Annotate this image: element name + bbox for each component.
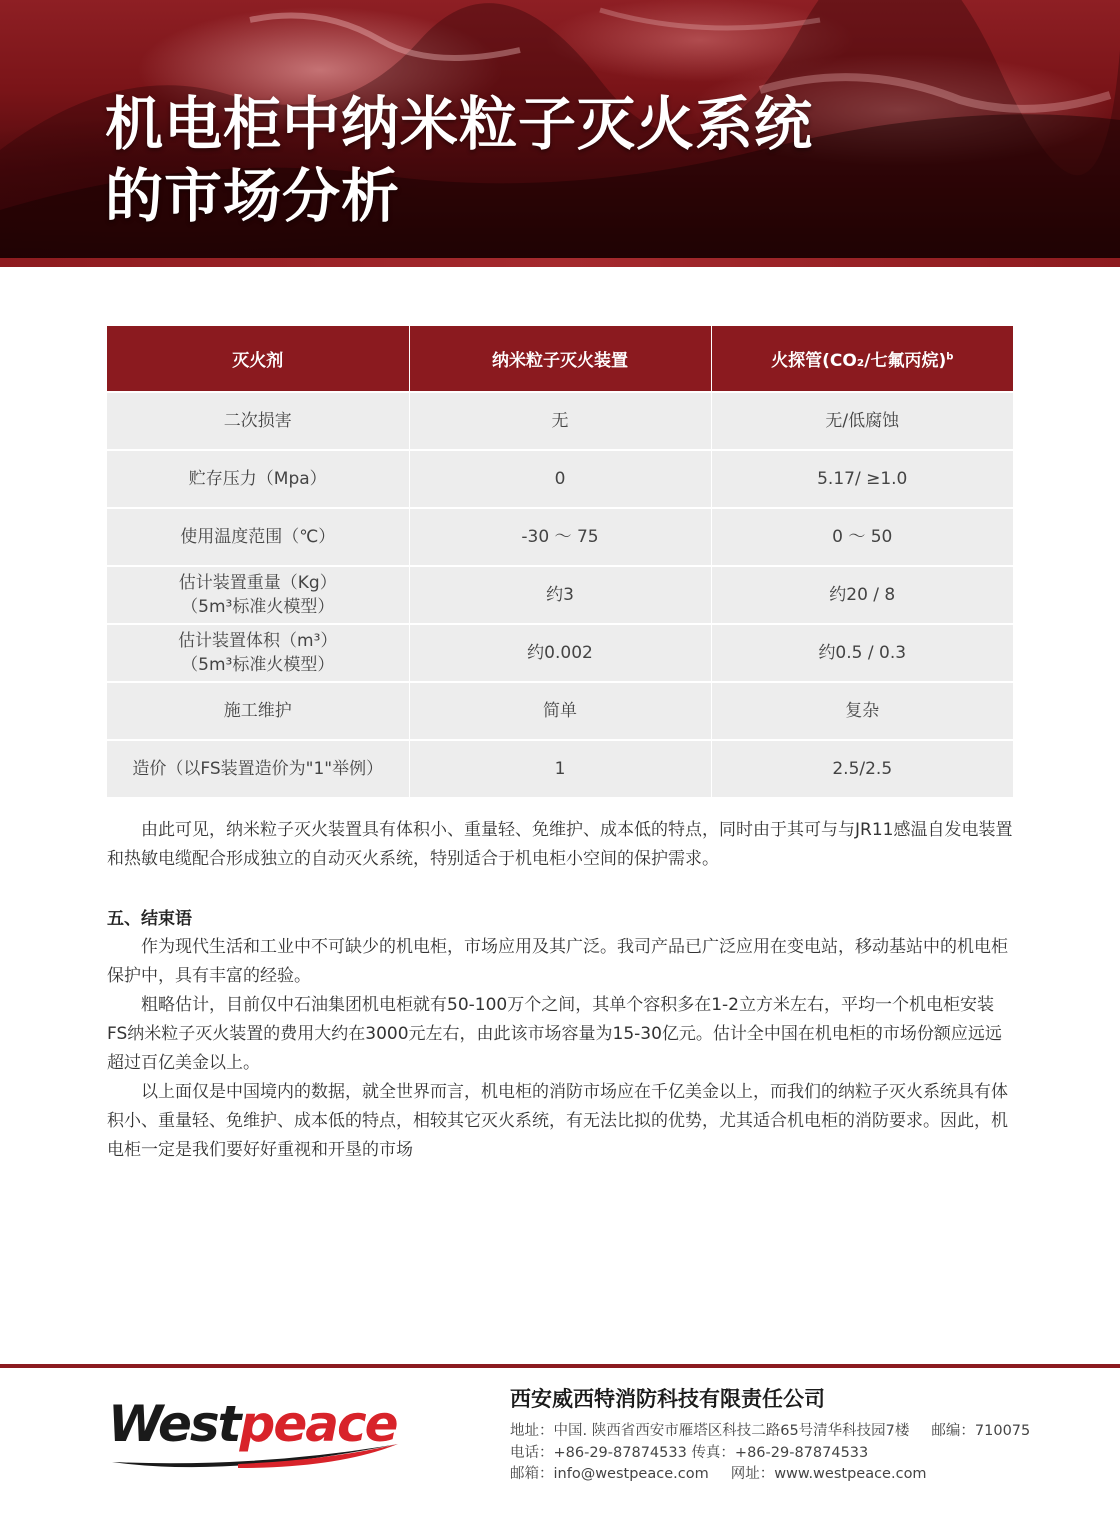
contact-web-line xyxy=(510,1464,927,1484)
table-row xyxy=(107,624,1013,682)
row-label-text: 使用温度范围（℃） xyxy=(180,527,336,547)
tube-value: 2.5/2.5 xyxy=(711,740,1013,797)
conclusion-paragraph-1: 作为现代生活和工业中不可缺少的机电柜，市场应用及其广泛。我司产品已广泛应用在变电站，移动基站中的机电柜保护中，具有丰富的经验。 xyxy=(107,937,1008,986)
nano-value: -30 ～ 75 xyxy=(409,508,711,566)
company-name: 西安威西特消防科技有限责任公司 xyxy=(510,1387,825,1411)
nano-value: 简单 xyxy=(409,682,711,740)
header-agent: 灭火剂 xyxy=(107,326,409,392)
nano-value: 0 xyxy=(409,450,711,508)
row-label-text: 造价（以FS装置造价为"1"举例） xyxy=(132,759,384,779)
comparison-table-container xyxy=(107,326,1013,797)
logo-peace-text: peace xyxy=(239,1395,397,1453)
row-label-text: 估计装置重量（Kg） xyxy=(178,573,337,593)
header-banner xyxy=(0,0,1120,258)
phone-text: 电话：+86-29-87874533 xyxy=(510,1445,687,1461)
row-label xyxy=(107,450,409,508)
row-label-subtext: （5m³标准火模型） xyxy=(181,655,335,675)
row-label-subtext: （5m³标准火模型） xyxy=(181,597,335,617)
footer-divider xyxy=(0,1364,1120,1368)
tube-value: 0 ～ 50 xyxy=(711,508,1013,566)
conclusion-paragraph-2: 粗略估计，目前仅中石油集团机电柜就有50-100万个之间，其单个容积多在1-2立方米左右，平均一个机电柜安装FS纳米粒子灭火装置的费用大约在3000元左右，由此该市场容量为15-30亿元。估计全中国在机电柜的市场份额应远远超过百亿美金以上。 xyxy=(107,995,1002,1073)
table-row xyxy=(107,450,1013,508)
page-title xyxy=(105,88,813,232)
table-row xyxy=(107,392,1013,450)
tube-value: 5.17/ ≥1.0 xyxy=(711,450,1013,508)
nano-value: 约0.002 xyxy=(409,624,711,682)
contact-address-line xyxy=(510,1421,1030,1441)
comparison-table xyxy=(107,326,1013,797)
tube-value: 约20 / 8 xyxy=(711,566,1013,624)
email-text[interactable]: 邮箱：info@westpeace.com xyxy=(510,1466,709,1482)
section-heading-conclusion: 五、结束语 xyxy=(107,909,192,929)
table-row xyxy=(107,566,1013,624)
table-row xyxy=(107,508,1013,566)
nano-value: 1 xyxy=(409,740,711,797)
title-line-1: 机电柜中纳米粒子灭火系统 xyxy=(105,90,814,158)
row-label xyxy=(107,392,409,450)
banner-stripe xyxy=(0,258,1120,267)
header-fire-tube xyxy=(711,326,1013,392)
row-label xyxy=(107,508,409,566)
tube-value: 复杂 xyxy=(711,682,1013,740)
row-label-text: 估计装置体积（m³） xyxy=(178,631,338,651)
westpeace-logo xyxy=(108,1394,418,1474)
row-label xyxy=(107,682,409,740)
row-label-text: 二次损害 xyxy=(223,411,292,431)
header-nano-device: 纳米粒子灭火装置 xyxy=(409,326,711,392)
table-header-row xyxy=(107,326,1013,392)
row-label-text: 施工维护 xyxy=(223,701,292,721)
contact-phone-line xyxy=(510,1443,868,1463)
address-text: 地址：中国. 陕西省西安市雁塔区科技二路65号清华科技园7楼 xyxy=(510,1423,910,1439)
row-label xyxy=(107,740,409,797)
header-fire-tube-text: 火探管(CO₂/七氟丙烷) xyxy=(771,351,947,371)
table-row xyxy=(107,740,1013,797)
header-fire-tube-marker: b xyxy=(946,351,954,363)
tube-value: 约0.5 / 0.3 xyxy=(711,624,1013,682)
fax-text: 传真：+86-29-87874533 xyxy=(691,1445,869,1461)
title-line-2: 的市场分析 xyxy=(105,162,401,230)
row-label xyxy=(107,624,409,682)
row-label-text: 贮存压力（Mpa） xyxy=(188,469,327,489)
logo-swoosh-icon xyxy=(108,1438,408,1474)
conclusion-paragraph-3: 以上面仅是中国境内的数据，就全世界而言，机电柜的消防市场应在千亿美金以上，而我们的纳粒子灭火系统具有体积小、重量轻、免维护、成本低的特点，相较其它灭火系统，有无法比拟的优势，尤其适合机电柜的消防要求。因此，机电柜一定是我们要好好重视和开垦的市场 xyxy=(107,1082,1008,1160)
row-label xyxy=(107,566,409,624)
nano-value: 无 xyxy=(409,392,711,450)
postcode-text: 邮编：710075 xyxy=(931,1423,1031,1439)
logo-west-text: West xyxy=(108,1395,240,1453)
nano-value: 约3 xyxy=(409,566,711,624)
website-text[interactable]: 网址：www.westpeace.com xyxy=(730,1466,927,1482)
summary-paragraph: 由此可见，纳米粒子灭火装置具有体积小、重量轻、免维护、成本低的特点，同时由于其可与与JR11感温自发电装置和热敏电缆配合形成独立的自动灭火系统，特别适合于机电柜小空间的保护需求。 xyxy=(107,820,1013,869)
table-row xyxy=(107,682,1013,740)
tube-value: 无/低腐蚀 xyxy=(711,392,1013,450)
